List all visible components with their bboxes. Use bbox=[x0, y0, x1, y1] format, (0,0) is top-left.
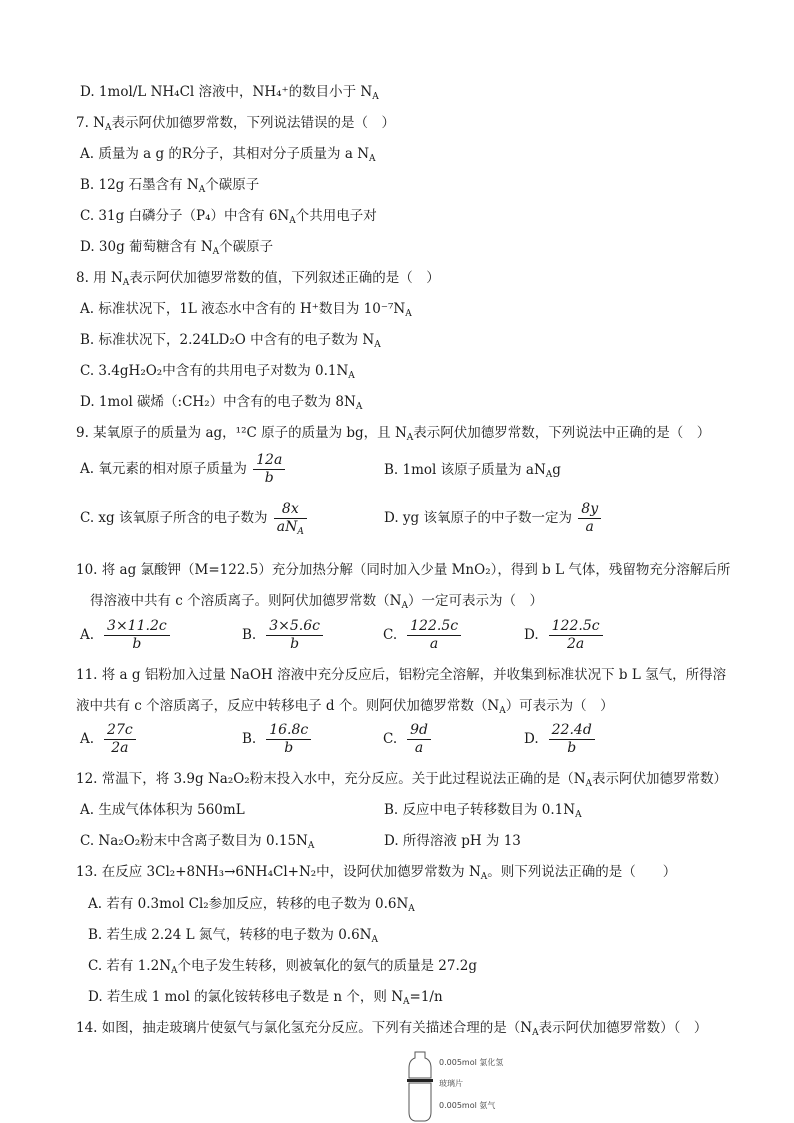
q7-option-c: C. 31g 白磷分子（P₄）中含有 $6N_A$个共用电子对 bbox=[80, 208, 377, 226]
q8-option-a: A. 标准状况下，1L 液态水中含有的 H⁺数目为 $10^{-7}N_A$ bbox=[80, 301, 412, 319]
q13-option-c: C. 若有 $1.2N_A$个电子发生转移，则被氧化的氨气的质量是 27.2g bbox=[88, 958, 478, 976]
q7-option-a: A. 质量为 a g 的R分子，其相对分子质量为 a $N_A$ bbox=[80, 146, 376, 164]
option-fraction bbox=[549, 618, 603, 653]
q8-option-d: D. 1mol 碳烯（:CH₂）中含有的电子数为 $8N_A$ bbox=[80, 394, 363, 412]
hcl-label: 0.005mol 氯化氢 bbox=[439, 1058, 504, 1067]
q10-option-a bbox=[80, 618, 170, 653]
q13-option-b: B. 若生成 2.24 L 氮气，转移的电子数为 $0.6N_A$ bbox=[88, 927, 378, 945]
q13-option-d: D. 若生成 1 mol 的氯化铵转移电子数是 n 个，则 $N_A=1/n$ bbox=[88, 989, 443, 1007]
q11-option-c bbox=[383, 722, 431, 757]
fraction-denominator: a bbox=[585, 519, 594, 535]
q9-option-a-fraction bbox=[253, 452, 285, 487]
q9-option-d-fraction bbox=[578, 501, 601, 536]
option-fraction bbox=[266, 618, 323, 653]
fraction-denominator: 2a bbox=[111, 740, 129, 756]
q9-option-c-fraction bbox=[274, 501, 307, 536]
fraction-denominator: b bbox=[567, 740, 577, 756]
q7-option-b: B. 12g 石墨含有 $N_A$个碳原子 bbox=[80, 177, 260, 195]
q11-option-a bbox=[80, 722, 136, 757]
option-letter: B. bbox=[242, 627, 257, 643]
fraction-numerator: 122.5c bbox=[549, 618, 603, 636]
fraction-denominator: 2a bbox=[566, 636, 585, 652]
q7-option-d: D. 30g 葡萄糖含有 $N_A$个碳原子 bbox=[80, 239, 274, 257]
option-letter: A. bbox=[80, 731, 95, 747]
q13-option-a: A. 若有 0.3mol Cl₂参加反应，转移的电子数为 $0.6N_A$ bbox=[88, 896, 415, 914]
option-letter: D. bbox=[524, 731, 539, 747]
fraction-denominator: a bbox=[414, 740, 424, 756]
option-fraction bbox=[407, 618, 461, 653]
fraction-numerator: 8y bbox=[578, 501, 601, 519]
option-fraction bbox=[104, 618, 170, 653]
lower-jar-nh3 bbox=[409, 1083, 431, 1121]
fraction-numerator: 9d bbox=[407, 722, 431, 740]
q7-stem: 7. $N_A$表示阿伏加德罗常数，下列说法错误的是（ ） bbox=[76, 115, 395, 133]
fraction-denominator: b bbox=[284, 740, 294, 756]
glass-plate bbox=[407, 1079, 433, 1082]
fraction-denominator: a bbox=[429, 636, 439, 652]
q11-stem-line2: 液中共有 c 个溶质离子，反应中转移电子 d 个。则阿伏加德罗常数$(N_A)$可表示为（ ） bbox=[76, 698, 614, 716]
ammonia-label: 0.005mol 氨气 bbox=[439, 1101, 496, 1110]
q11-option-d bbox=[524, 722, 595, 757]
option-letter: B. bbox=[242, 731, 257, 747]
option-fraction bbox=[104, 722, 136, 757]
q6-option-d: D. 1mol/L NH₄Cl 溶液中，NH₄⁺的数目小于 $N_A$ bbox=[80, 84, 379, 102]
q10-option-b bbox=[242, 618, 323, 653]
q8-option-c: C. 3.4gH₂O₂中含有的共用电子对数为 $0.1N_A$ bbox=[80, 363, 355, 381]
q9-stem: 9. 某氧原子的质量为 ag，¹²C 原子的质量为 bg，且 $N_A$表示阿伏加德罗常数，下列说法中正确的是（ ） bbox=[76, 425, 711, 443]
q9-option-d bbox=[384, 501, 601, 536]
q9-option-a bbox=[80, 452, 285, 487]
option-fraction bbox=[549, 722, 595, 757]
q8-option-b: B. 标准状况下，2.24LD₂O 中含有的电子数为 $N_A$ bbox=[80, 332, 381, 350]
q9-option-b: B. 1mol 该原子质量为 $aN_Ag$ bbox=[384, 462, 561, 480]
q12-stem: 12. 常温下，将 3.9g Na₂O₂粉末投入水中，充分反应。关于此过程说法正确的是（$N_A$表示阿伏加德罗常数） bbox=[76, 771, 728, 789]
fraction-numerator: 8x bbox=[274, 501, 307, 519]
q10-option-d bbox=[524, 618, 603, 653]
option-letter: A. bbox=[80, 627, 95, 643]
fraction-denominator: b bbox=[264, 470, 274, 486]
q10-stem-line2: 得溶液中共有 c 个溶质离子。则阿伏加德罗常数$(N_A)$一定可表示为（ ） bbox=[90, 593, 543, 611]
q12-option-b: B. 反应中电子转移数目为 $0.1N_A$ bbox=[384, 802, 582, 820]
q12-option-d: D. 所得溶液 pH 为 13 bbox=[384, 833, 521, 849]
fraction-denominator: b bbox=[132, 636, 142, 652]
fraction-numerator: 3×5.6c bbox=[266, 618, 323, 636]
q13-stem: 13. 在反应 3Cl₂+8NH₃→6NH₄Cl+N₂中，设阿伏加德罗常数为 $N_A$。则下列说法正确的是（ ） bbox=[76, 864, 677, 882]
q9-option-c bbox=[80, 501, 307, 536]
fraction-numerator: 12a bbox=[253, 452, 285, 470]
fraction-numerator: 3×11.2c bbox=[104, 618, 170, 636]
q10-stem-line1: 10. 将 ag 氯酸钾（M=122.5）充分加热分解（同时加入少量 MnO₂），得到 b L 气体，残留物充分溶解后所 bbox=[76, 562, 731, 578]
glass-plate-label: 玻璃片 bbox=[439, 1079, 463, 1088]
q8-stem: 8. 用 $N_A$表示阿伏加德罗常数的值，下列叙述正确的是（ ） bbox=[76, 270, 440, 288]
option-letter: C. bbox=[383, 731, 398, 747]
q12-option-a: A. 生成气体体积为 560mL bbox=[80, 802, 245, 818]
option-fraction bbox=[407, 722, 431, 757]
fraction-numerator: 122.5c bbox=[407, 618, 461, 636]
upper-jar-hcl bbox=[409, 1052, 431, 1078]
q11-stem-line1: 11. 将 a g 铝粉加入过量 NaOH 溶液中充分反应后，铝粉完全溶解，并收集到标准状况下 b L 氢气，所得溶 bbox=[76, 667, 727, 683]
fraction-denominator: b bbox=[290, 636, 300, 652]
option-fraction bbox=[266, 722, 311, 757]
fraction-denominator: $aN_A$ bbox=[276, 519, 304, 537]
fraction-numerator: 16.8c bbox=[266, 722, 311, 740]
q9-option-a-text: A. 氧元素的相对原子质量为 bbox=[80, 461, 247, 477]
fraction-numerator: 22.4d bbox=[549, 722, 595, 740]
q9-option-c-text: C. xg 该氧原子所含的电子数为 bbox=[80, 510, 268, 526]
q14-stem: 14. 如图，抽走玻璃片使氨气与氯化氢充分反应。下列有关描述合理的是（$N_A$表示阿伏加德罗常数）（ ） bbox=[76, 1020, 708, 1038]
option-letter: C. bbox=[383, 627, 398, 643]
q12-option-c: C. Na₂O₂粉末中含离子数目为 $0.15N_A$ bbox=[80, 833, 315, 851]
q9-option-d-text: D. yg 该氧原子的中子数一定为 bbox=[384, 510, 572, 526]
gas-jars-drawing bbox=[405, 1050, 435, 1123]
option-letter: D. bbox=[524, 627, 539, 643]
q10-option-c bbox=[383, 618, 461, 653]
q11-option-b bbox=[242, 722, 311, 757]
fraction-numerator: 27c bbox=[104, 722, 136, 740]
